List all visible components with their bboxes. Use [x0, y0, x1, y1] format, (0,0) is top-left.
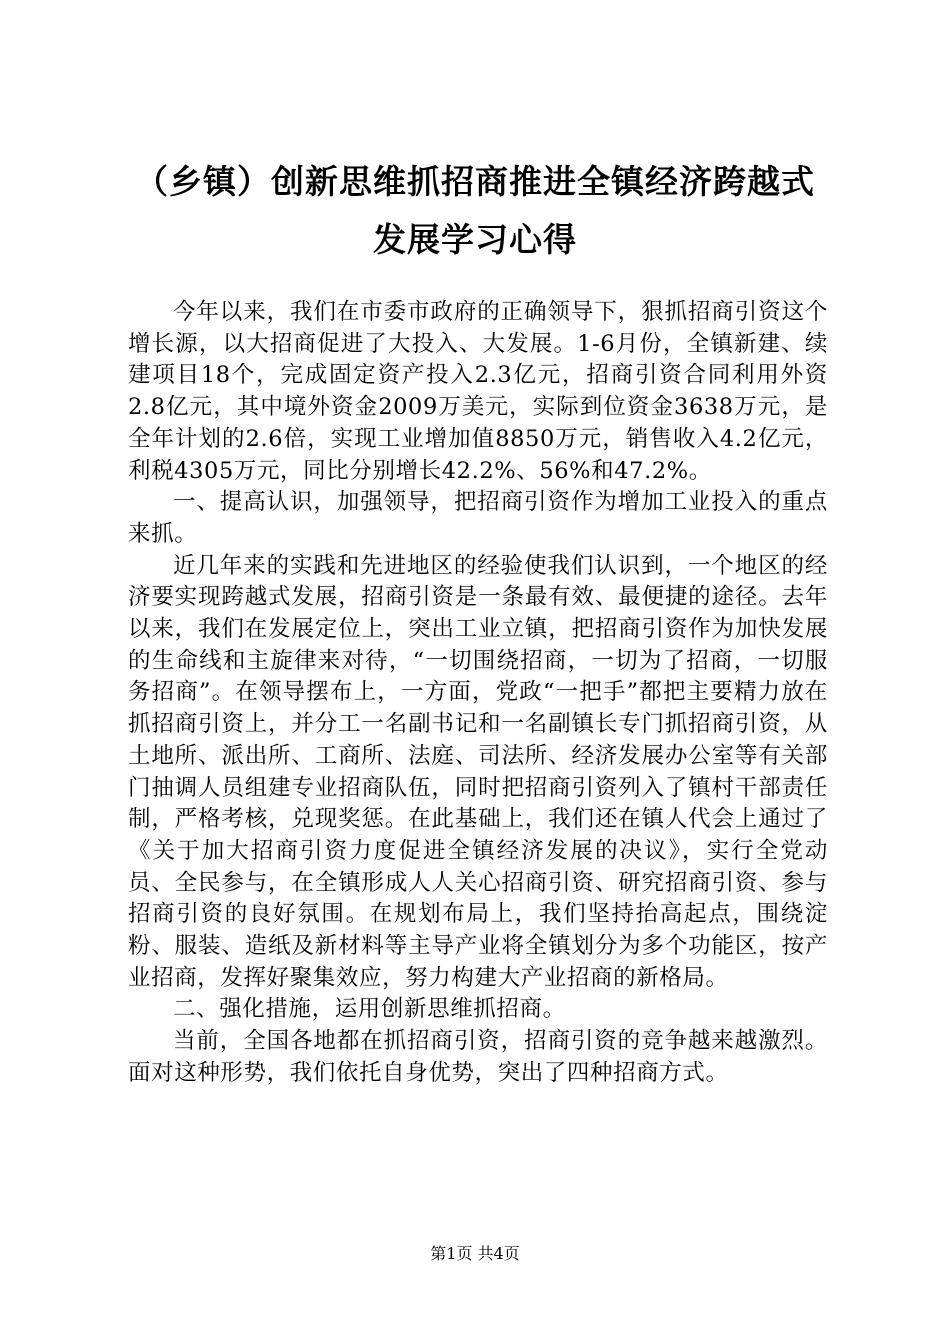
section-heading-2: 二、强化措施，运用创新思维抓招商。	[173, 996, 566, 1023]
page-footer: 第1页 共4页	[430, 1244, 520, 1263]
paragraph-section-1: 近几年来的实践和先进地区的经验使我们认识到，一个地区的经济要实现跨越式发展，招商引资是一条最有效、最便捷的途径。去年以来，我们在发展定位上，突出工业立镇，把招商引资作为加快发展的生命线和主旋律来对待，“一切围绕招商，一切为了招商，一切服务招商”。在领导摆布上，一方面，党政“一把手”都把主要精力放在抓招商引资上，并分工一名副书记和一名副镇长专门抓招商引资，从土地所、派出所、工商所、法庭、司法所、经济发展办公室等有关部门抽调人员组建专业招商队伍，同时把招商引资列入了镇村干部责任制，严格考核，兑现奖惩。在此基础上，我们还在镇人代会上通过了《关于加大招商引资力度促进全镇经济发展的决议》，实行全党动员、全民参与，在全镇形成人人关心招商引资、研究招商引资、参与招商引资的良好氛围。在规划布局上，我们坚持抬高起点，围绕淀粉、服装、造纸及新材料等主导产业将全镇划分为多个功能区，按产业招商，发挥好聚集效应，努力构建大产业招商的新格局。	[128, 552, 828, 991]
document-title-line-2: 发展学习心得	[373, 220, 577, 259]
paragraph-intro: 今年以来，我们在市委市政府的正确领导下，狠抓招商引资这个增长源，以大招商促进了大投入、大发展。1-6月份，全镇新建、续建项目18个，完成固定资产投入2.3亿元，招商引资合同利用外资2.8亿元，其中境外资金2009万美元，实际到位资金3638万元，是全年计划的2.6倍，实现工业增加值8850万元，销售收入4.2亿元，利税4305万元，同比分别增长42.2%、56%和47.2%。	[128, 299, 828, 484]
document-body	[128, 297, 828, 1090]
document-title-line-1: （乡镇）创新思维抓招商推进全镇经济跨越式	[135, 162, 815, 201]
paragraph-section-2: 当前，全国各地都在抓招商引资，招商引资的竞争越来越激烈。面对这种形势，我们依托自身优势，突出了四种招商方式。	[128, 1028, 828, 1086]
section-heading-1: 一、提高认识，加强领导，把招商引资作为增加工业投入的重点来抓。	[128, 489, 828, 547]
